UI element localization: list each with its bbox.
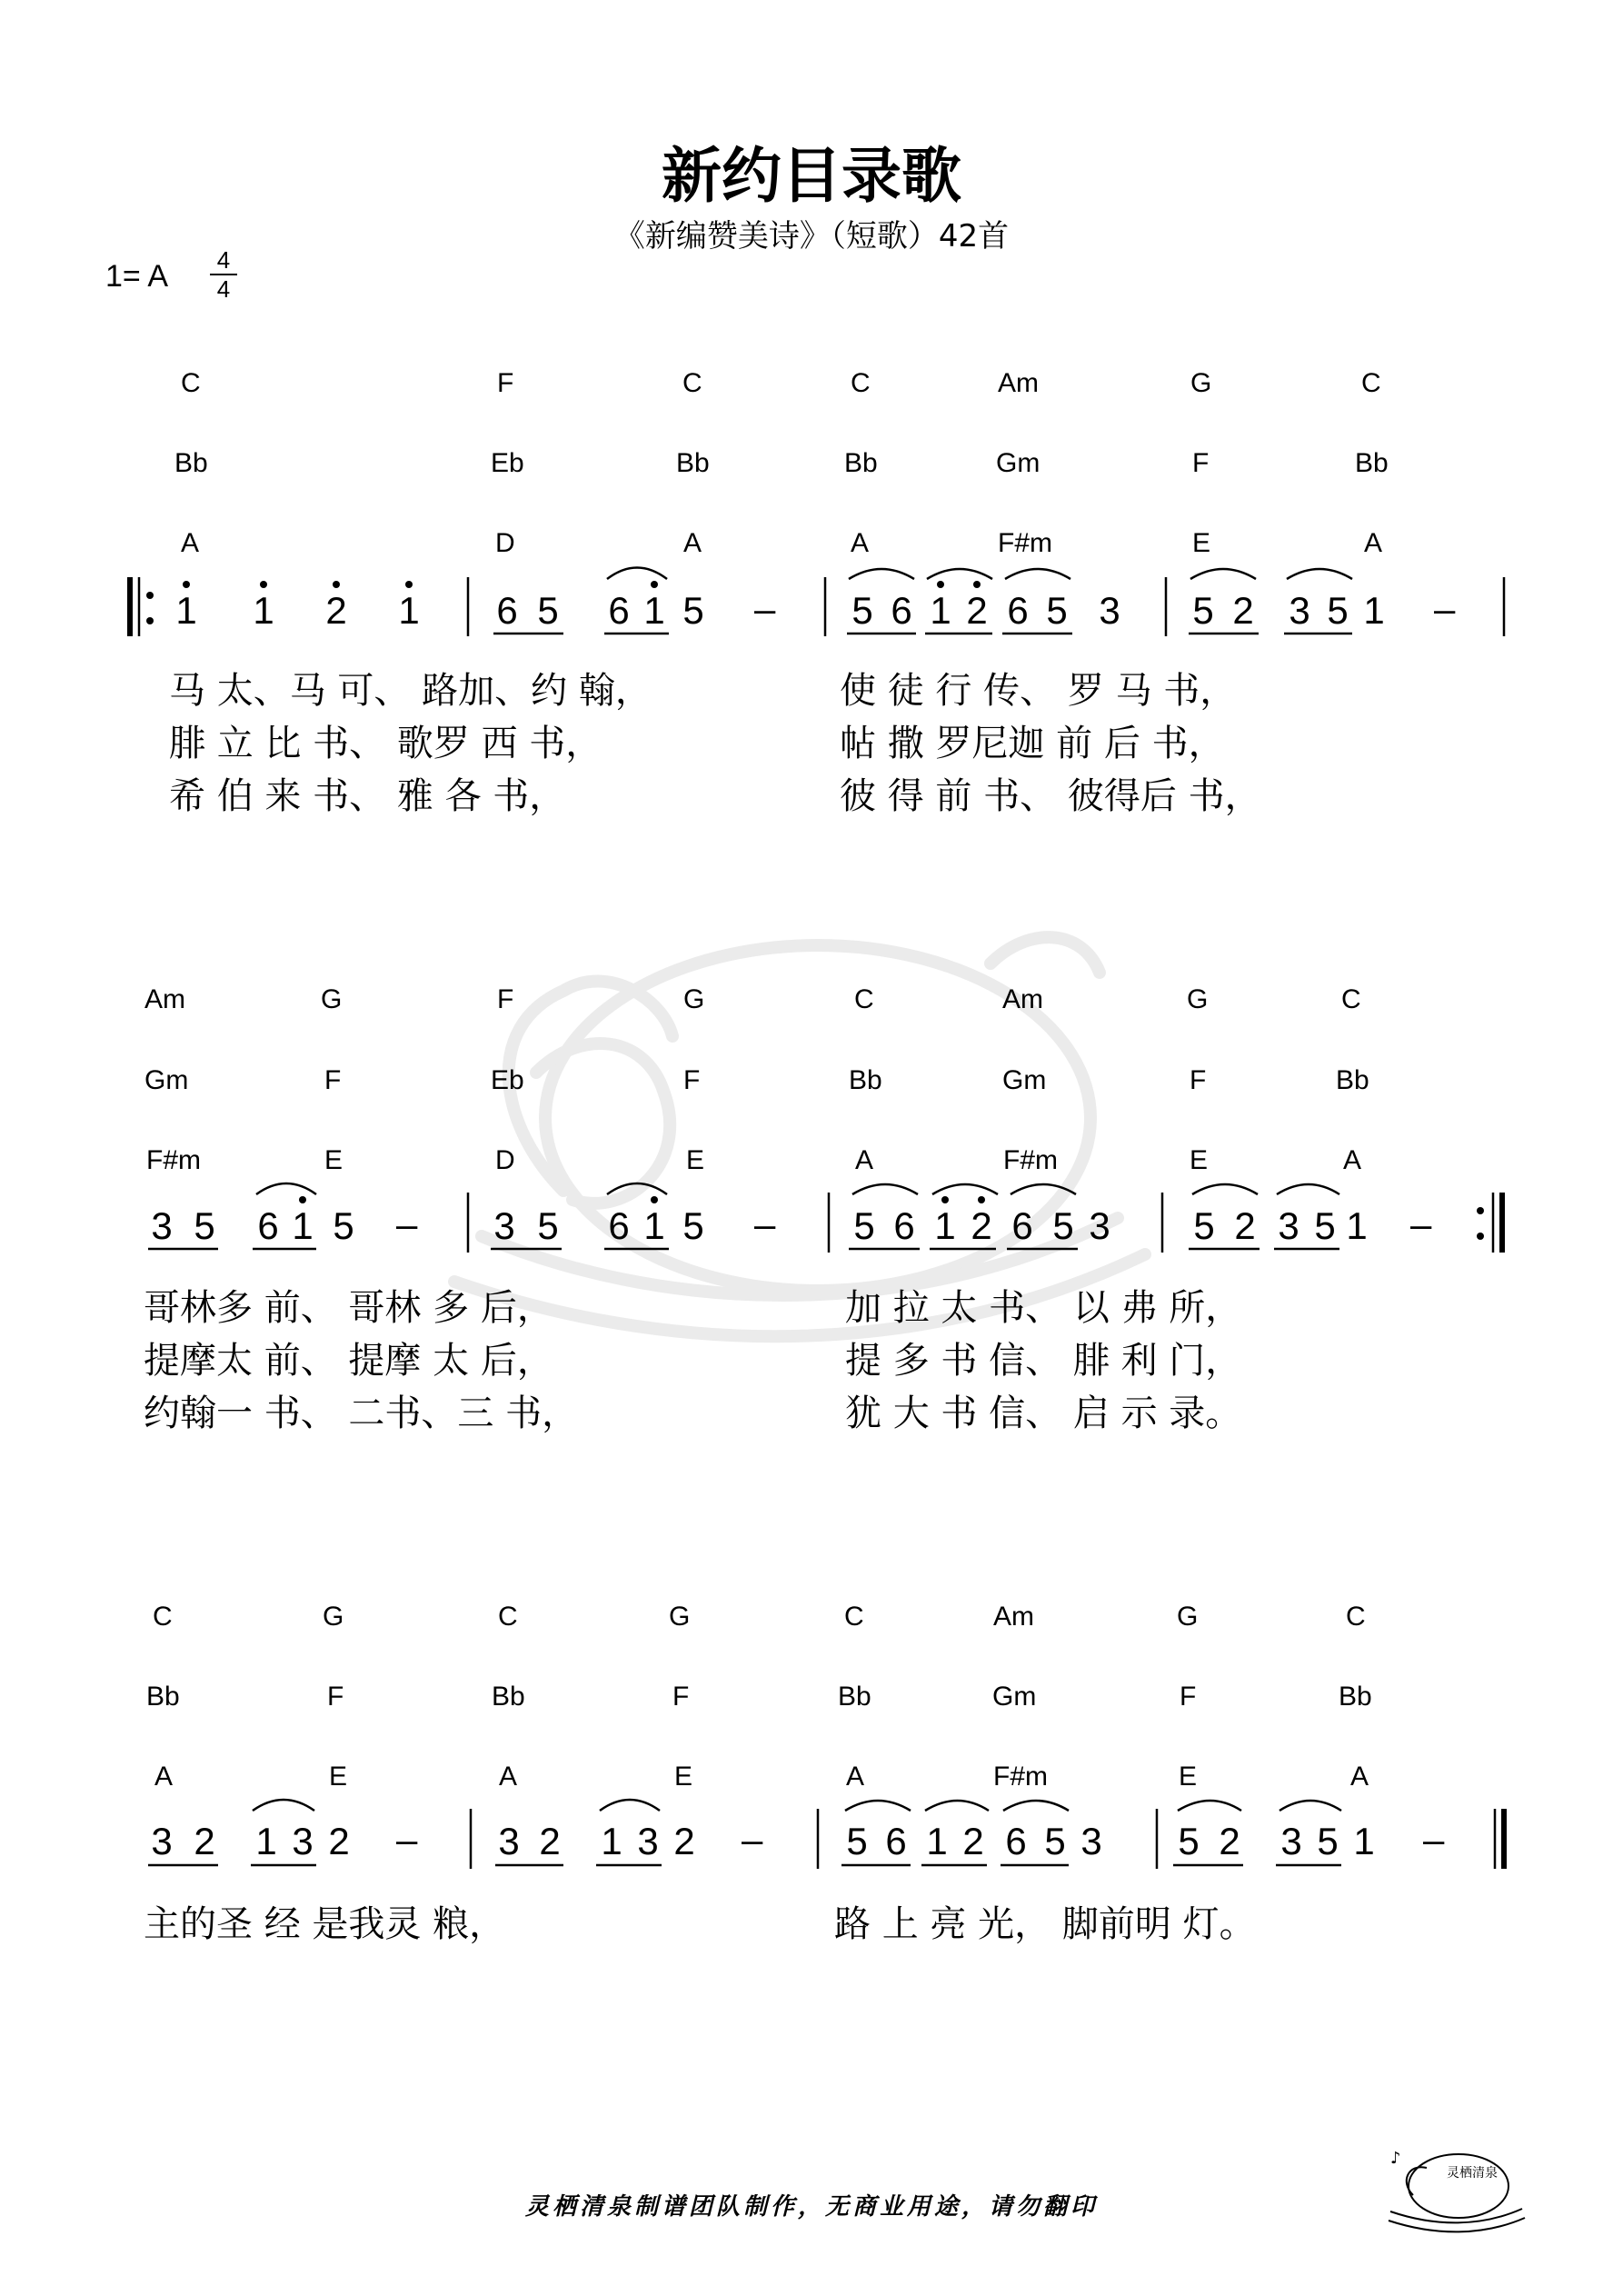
- chord-c: C: [1346, 1602, 1366, 1632]
- chord-bb: F: [1190, 1065, 1207, 1095]
- note: 6: [608, 1204, 630, 1247]
- note: 1: [930, 589, 951, 632]
- note: 3: [1289, 589, 1310, 632]
- dash: –: [1434, 587, 1456, 630]
- chord-a: E: [1192, 528, 1211, 558]
- chord-c: C: [851, 368, 871, 398]
- chord-c: Am: [998, 368, 1039, 398]
- chord-a: A: [855, 1145, 874, 1175]
- note: 2: [1232, 589, 1254, 632]
- note: 5: [1044, 1820, 1066, 1862]
- note: 1: [601, 1820, 622, 1862]
- note: 5: [1192, 589, 1214, 632]
- dash: –: [396, 1203, 418, 1245]
- note: 6: [1007, 589, 1029, 632]
- chord-c: C: [1341, 984, 1361, 1014]
- lyric-line: 主的圣 经 是我灵 粮，: [144, 1903, 506, 1945]
- song-source: 《新编赞美诗》（短歌）42首: [613, 218, 1010, 255]
- time-signature-bottom: 4: [216, 275, 231, 303]
- note: 3: [1280, 1820, 1302, 1862]
- chord-c: C: [153, 1602, 173, 1632]
- lyric-line: 腓 立 比 书、 歌罗 西 书，: [169, 723, 602, 764]
- chord-a: A: [499, 1762, 518, 1792]
- song-title: 新约目录歌: [662, 141, 961, 211]
- dash: –: [742, 1818, 763, 1861]
- note: 2: [1234, 1204, 1256, 1247]
- lyric-line: 约翰一 书、 二书、三 书，: [144, 1393, 579, 1434]
- chord-c: C: [844, 1602, 864, 1632]
- chord-a: E: [324, 1145, 344, 1175]
- note: 2: [194, 1820, 215, 1862]
- chord-bb: F: [1180, 1682, 1197, 1712]
- chord-bb: Bb: [1339, 1682, 1372, 1712]
- chord-a: E: [1190, 1145, 1209, 1175]
- note: 5: [853, 1204, 875, 1247]
- note: 3: [498, 1820, 520, 1862]
- note: 3: [1080, 1820, 1102, 1862]
- note: 5: [1327, 589, 1349, 632]
- note: 5: [1178, 1820, 1200, 1862]
- chord-a: A: [1364, 528, 1383, 558]
- note: 1: [175, 589, 197, 632]
- note: 1: [1353, 1820, 1375, 1862]
- note: 5: [333, 1204, 354, 1247]
- lyric-line: 希 伯 来 书、 雅 各 书，: [169, 775, 566, 817]
- chord-a: F#m: [146, 1145, 201, 1175]
- note: 6: [891, 589, 912, 632]
- note: 2: [325, 589, 347, 632]
- chord-a: D: [495, 1145, 515, 1175]
- note: 3: [1278, 1204, 1299, 1247]
- note: 5: [1046, 589, 1068, 632]
- chord-bb: F: [327, 1682, 344, 1712]
- dash: –: [754, 587, 776, 630]
- svg-text:♪: ♪: [1390, 2149, 1401, 2168]
- note: 2: [1219, 1820, 1240, 1862]
- chord-c: G: [669, 1602, 691, 1632]
- chord-bb: Bb: [174, 448, 208, 478]
- key-signature: 1= A: [105, 259, 169, 294]
- chord-a: A: [181, 528, 200, 558]
- chord-a: E: [329, 1762, 348, 1792]
- note: 5: [851, 589, 873, 632]
- note: 5: [1052, 1204, 1074, 1247]
- chord-c: Am: [993, 1602, 1034, 1632]
- chord-bb: Gm: [144, 1065, 189, 1095]
- note: 3: [493, 1204, 515, 1247]
- note: 1: [1346, 1204, 1368, 1247]
- chord-c: C: [682, 368, 702, 398]
- note: 5: [194, 1204, 215, 1247]
- note: 1: [1363, 589, 1385, 632]
- lyric-line: 使 徒 行 传、 罗 马 书，: [840, 670, 1237, 712]
- note: 1: [643, 1204, 665, 1247]
- chord-c: F: [497, 368, 514, 398]
- chord-bb: F: [1192, 448, 1210, 478]
- note: 6: [893, 1204, 915, 1247]
- chord-c: C: [181, 368, 201, 398]
- chord-bb: Bb: [1336, 1065, 1369, 1095]
- chord-bb: Gm: [992, 1682, 1037, 1712]
- chord-c: Am: [144, 984, 185, 1014]
- chord-a: A: [683, 528, 702, 558]
- note: 2: [673, 1820, 695, 1862]
- note: 6: [257, 1204, 279, 1247]
- note: 6: [1011, 1204, 1033, 1247]
- note: 2: [966, 589, 988, 632]
- chord-c: G: [1190, 368, 1212, 398]
- footer-copyright: 灵栖清泉制谱团队制作，无商业用途，请勿翻印: [524, 2193, 1098, 2221]
- note: 2: [962, 1820, 984, 1862]
- chord-bb: F: [324, 1065, 342, 1095]
- chord-bb: Eb: [491, 448, 524, 478]
- lyric-line: 彼 得 前 书、 彼得后 书，: [840, 775, 1261, 817]
- chord-a: F#m: [993, 1762, 1048, 1792]
- note: 6: [608, 589, 630, 632]
- chord-a: E: [686, 1145, 705, 1175]
- chord-c: G: [321, 984, 343, 1014]
- lyric-line: 加 拉 太 书、 以 弗 所，: [845, 1287, 1242, 1329]
- dash: –: [396, 1818, 418, 1861]
- chord-bb: F: [672, 1682, 690, 1712]
- note: 3: [151, 1820, 173, 1862]
- note: 5: [537, 589, 559, 632]
- chord-c: G: [683, 984, 705, 1014]
- chord-c: F: [497, 984, 514, 1014]
- chord-a: F#m: [1003, 1145, 1058, 1175]
- note: 1: [253, 589, 274, 632]
- chord-a: A: [1350, 1762, 1369, 1792]
- chord-bb: Bb: [849, 1065, 882, 1095]
- note: 5: [1193, 1204, 1215, 1247]
- chord-a: D: [495, 528, 515, 558]
- note: 5: [682, 589, 704, 632]
- lyric-line: 犹 大 书 信、 启 示 录。: [845, 1393, 1242, 1434]
- chord-bb: Bb: [1355, 448, 1389, 478]
- note: 3: [1099, 589, 1120, 632]
- note: 1: [398, 589, 420, 632]
- chord-bb: Bb: [492, 1682, 525, 1712]
- note: 2: [971, 1204, 992, 1247]
- lyric-line: 提 多 书 信、 腓 利 门，: [845, 1340, 1242, 1382]
- chord-c: G: [1187, 984, 1209, 1014]
- note: 6: [496, 589, 518, 632]
- note: 5: [537, 1204, 559, 1247]
- chord-c: C: [1361, 368, 1381, 398]
- chord-a: F#m: [998, 528, 1052, 558]
- chord-bb: Bb: [844, 448, 878, 478]
- note: 5: [682, 1204, 704, 1247]
- chord-bb: Bb: [146, 1682, 180, 1712]
- chord-a: E: [674, 1762, 693, 1792]
- dash: –: [1423, 1818, 1445, 1861]
- chord-bb: Gm: [996, 448, 1041, 478]
- lyric-line: 马 太、马 可、 路加、约 翰，: [169, 670, 652, 712]
- chord-c: C: [498, 1602, 518, 1632]
- chord-a: A: [1343, 1145, 1362, 1175]
- chord-bb: Bb: [838, 1682, 871, 1712]
- note: 3: [292, 1820, 314, 1862]
- note: 5: [1317, 1820, 1339, 1862]
- note: 1: [934, 1204, 956, 1247]
- chord-a: A: [154, 1762, 174, 1792]
- chord-bb: Eb: [491, 1065, 524, 1095]
- chord-a: E: [1179, 1762, 1198, 1792]
- lyric-line: 哥林多 前、 哥林 多 后，: [144, 1287, 553, 1329]
- chord-a: A: [846, 1762, 865, 1792]
- lyric-line: 提摩太 前、 提摩 太 后，: [144, 1340, 553, 1382]
- note: 3: [1089, 1204, 1110, 1247]
- dash: –: [1410, 1203, 1432, 1245]
- note: 1: [926, 1820, 948, 1862]
- note: 1: [643, 589, 665, 632]
- time-signature-top: 4: [216, 246, 231, 274]
- chord-c: G: [1177, 1602, 1199, 1632]
- note: 5: [1314, 1204, 1336, 1247]
- note: 2: [328, 1820, 350, 1862]
- chord-bb: F: [683, 1065, 701, 1095]
- lyric-line: 帖 撒 罗尼迦 前 后 书，: [840, 723, 1225, 764]
- note: 6: [1005, 1820, 1027, 1862]
- logo-text: 灵栖清泉: [1447, 2166, 1498, 2181]
- dash: –: [754, 1203, 776, 1245]
- note: 6: [885, 1820, 907, 1862]
- note: 3: [637, 1820, 659, 1862]
- note: 1: [292, 1204, 314, 1247]
- sheep-logo-icon: [1381, 2141, 1527, 2241]
- lyric-line: 路 上 亮 光， 脚前明 灯。: [834, 1903, 1256, 1945]
- chord-c: C: [854, 984, 874, 1014]
- chord-c: Am: [1002, 984, 1043, 1014]
- note: 2: [539, 1820, 561, 1862]
- note: 5: [846, 1820, 868, 1862]
- chord-bb: Bb: [676, 448, 710, 478]
- chord-bb: Gm: [1002, 1065, 1047, 1095]
- chord-a: A: [851, 528, 870, 558]
- note: 1: [255, 1820, 277, 1862]
- note: 3: [151, 1204, 173, 1247]
- chord-c: G: [323, 1602, 344, 1632]
